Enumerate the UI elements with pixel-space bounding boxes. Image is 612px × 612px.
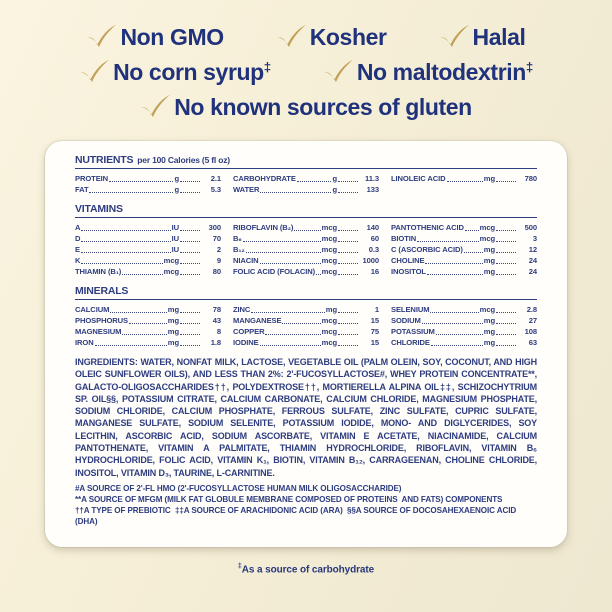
dotted-leader	[81, 241, 170, 242]
nutrient-unit: mg	[167, 305, 179, 314]
dotted-leader	[338, 323, 358, 324]
nutrients-title: NUTRIENTS	[75, 154, 134, 166]
nutrient-unit: mcg	[321, 267, 337, 276]
dotted-leader	[338, 252, 358, 253]
dotted-leader	[129, 323, 167, 324]
nutrient-row	[75, 255, 221, 266]
nutrient-value: 63	[528, 338, 537, 347]
nutrient-value: 500	[524, 223, 537, 232]
dotted-leader	[496, 334, 516, 335]
dotted-leader	[81, 252, 171, 253]
nutrient-row	[391, 337, 537, 348]
dotted-leader	[180, 274, 200, 275]
dotted-leader	[180, 241, 200, 242]
vitamins-table	[75, 222, 537, 277]
dotted-leader	[265, 334, 320, 335]
nutrient-label: ZINC	[233, 305, 251, 314]
nutrient-column	[391, 173, 537, 195]
minerals-header	[75, 285, 537, 300]
dotted-leader	[81, 230, 170, 231]
carbohydrate-footnote	[0, 563, 612, 575]
nutrient-value: 5.3	[210, 185, 221, 194]
nutrient-value: 2.8	[526, 305, 537, 314]
dotted-leader	[294, 230, 320, 231]
nutrient-column	[75, 222, 221, 277]
dotted-leader	[338, 241, 358, 242]
dotted-leader	[180, 230, 200, 231]
dotted-leader	[180, 334, 200, 335]
nutrient-value: 133	[366, 185, 379, 194]
nutrient-row	[233, 304, 379, 315]
check-icon	[86, 23, 117, 48]
nutrient-value: 15	[370, 316, 379, 325]
dotted-leader	[180, 263, 200, 264]
dotted-leader	[251, 312, 324, 313]
nutrient-label: CHOLINE	[391, 256, 425, 265]
dotted-leader	[496, 345, 516, 346]
nutrient-label: THIAMIN (B₁)	[75, 267, 122, 276]
nutrient-unit: IU	[171, 223, 179, 232]
nutrients-header	[75, 154, 537, 169]
nutrient-label: E	[75, 245, 80, 254]
vitamins-header	[75, 203, 537, 218]
nutrient-label: INOSITOL	[391, 267, 426, 276]
nutrient-unit: g	[174, 174, 179, 183]
nutrient-value: 43	[212, 316, 221, 325]
nutrient-value: 1000	[362, 256, 379, 265]
dotted-leader	[109, 181, 173, 182]
nutrient-row	[391, 244, 537, 255]
dotted-leader	[122, 334, 166, 335]
nutrient-value: 24	[528, 256, 537, 265]
nutrient-value: 0.3	[368, 245, 379, 254]
nutrient-unit: mcg	[163, 256, 179, 265]
check-icon	[323, 58, 354, 83]
nutrient-unit: mcg	[321, 256, 337, 265]
dotted-leader	[338, 312, 358, 313]
nutrient-unit: g	[332, 174, 337, 183]
footnote: ††A TYPE OF PREBIOTIC ‡‡A SOURCE OF ARACHIDONIC ACID (ARA) §§A SOURCE OF DOCOSAHEXAENOIC ACID (DHA)	[75, 505, 519, 526]
nutrient-unit: g	[332, 185, 337, 194]
nutrient-value: 11.3	[365, 174, 379, 183]
nutrient-row	[75, 266, 221, 277]
nutrient-row	[391, 255, 537, 266]
nutrient-value: 2	[216, 245, 221, 254]
dotted-leader	[95, 345, 167, 346]
nutrient-unit: mcg	[479, 234, 495, 243]
nutrient-unit: mcg	[479, 305, 495, 314]
nutrient-unit: IU	[171, 234, 179, 243]
nutrition-panel	[45, 141, 567, 547]
dotted-leader	[436, 334, 483, 335]
minerals-title: MINERALS	[75, 285, 129, 297]
nutrient-row	[233, 266, 379, 277]
nutrient-unit: mg	[167, 316, 179, 325]
dotted-leader	[122, 274, 162, 275]
badge-row	[140, 94, 472, 121]
dotted-leader	[431, 345, 483, 346]
nutrient-label: C (ASCORBIC ACID)	[391, 245, 463, 254]
nutrient-label: FAT	[75, 185, 89, 194]
nutrient-label: CALCIUM	[75, 305, 110, 314]
dotted-leader	[180, 181, 200, 182]
nutrient-label: NIACIN	[233, 256, 259, 265]
nutrient-row	[75, 244, 221, 255]
dotted-leader	[447, 181, 483, 182]
nutrient-unit: mg	[167, 327, 179, 336]
nutrient-unit: mcg	[321, 316, 337, 325]
nutrient-row	[233, 233, 379, 244]
nutrient-row	[391, 326, 537, 337]
dagger-mark: ‡	[263, 59, 271, 75]
nutrient-value: 15	[370, 338, 379, 347]
nutrient-row	[75, 222, 221, 233]
nutrient-row	[233, 173, 379, 184]
check-icon	[276, 23, 307, 48]
dotted-leader	[180, 323, 200, 324]
dotted-leader	[338, 192, 358, 193]
nutrient-value: 140	[366, 223, 379, 232]
nutrient-label: IRON	[75, 338, 94, 347]
nutrient-column	[391, 222, 537, 277]
dotted-leader	[260, 345, 321, 346]
dotted-leader	[180, 312, 200, 313]
check-icon	[140, 93, 171, 118]
nutrient-label: SODIUM	[391, 316, 421, 325]
nutrient-row	[391, 222, 537, 233]
carbohydrate-footnote-text: As a source of carbohydrate	[241, 564, 375, 576]
dotted-leader	[427, 274, 483, 275]
nutrient-value: 8	[216, 327, 221, 336]
nutrient-row	[75, 173, 221, 184]
nutrient-unit: mg	[325, 305, 337, 314]
dotted-leader	[464, 252, 483, 253]
dotted-leader	[422, 323, 483, 324]
nutrient-label: LINOLEIC ACID	[391, 174, 446, 183]
nutrient-label: PANTOTHENIC ACID	[391, 223, 464, 232]
vitamins-title: VITAMINS	[75, 203, 123, 215]
nutrient-unit: mcg	[321, 223, 337, 232]
nutrient-value: 24	[528, 267, 537, 276]
nutrient-row	[391, 266, 537, 277]
nutrient-label: COPPER	[233, 327, 265, 336]
nutrient-label: SELENIUM	[391, 305, 430, 314]
dotted-leader	[496, 263, 516, 264]
footnote: **A SOURCE OF MFGM (MILK FAT GLOBULE MEMBRANE COMPOSED OF PROTEINS AND FATS) COMPONENTS	[75, 494, 503, 504]
nutrient-unit: mcg	[163, 267, 179, 276]
claim-label: Halal	[472, 24, 526, 50]
claim-badge	[140, 94, 472, 121]
nutrient-value: 75	[370, 327, 379, 336]
claim-badge	[79, 59, 271, 86]
ingredients-heading: INGREDIENTS:	[75, 357, 138, 367]
claim-label: No known sources of gluten	[174, 94, 472, 120]
dotted-leader	[338, 181, 358, 182]
dotted-leader	[496, 241, 516, 242]
nutrient-unit: mg	[483, 327, 495, 336]
nutrient-value: 780	[524, 174, 537, 183]
nutrient-value: 78	[212, 305, 221, 314]
nutrient-unit: mcg	[321, 245, 337, 254]
nutrient-unit: mg	[167, 338, 179, 347]
nutrient-unit: mcg	[479, 223, 495, 232]
nutrient-row	[75, 337, 221, 348]
nutrient-value: 3	[532, 234, 537, 243]
nutrient-row	[75, 315, 221, 326]
dotted-leader	[338, 274, 358, 275]
nutrient-unit: IU	[171, 245, 179, 254]
claim-badges	[0, 0, 612, 121]
nutrients-table	[75, 173, 537, 195]
nutrient-unit: mcg	[321, 327, 337, 336]
nutrient-label: PHOSPHORUS	[75, 316, 129, 325]
nutrient-label: BIOTIN	[391, 234, 417, 243]
nutrient-label: CARBOHYDRATE	[233, 174, 296, 183]
dotted-leader	[338, 263, 358, 264]
nutrient-unit: mg	[483, 256, 495, 265]
nutrient-row	[233, 326, 379, 337]
dotted-leader	[316, 274, 321, 275]
check-icon	[79, 58, 110, 83]
nutrient-row	[391, 173, 537, 184]
claim-label: No maltodextrin‡	[356, 59, 533, 85]
nutrient-value: 1.8	[210, 338, 221, 347]
dotted-leader	[338, 345, 358, 346]
nutrients-subtitle: per 100 Calories (5 fl oz)	[137, 155, 230, 165]
nutrient-label: K	[75, 256, 81, 265]
nutrient-column	[391, 304, 537, 348]
dotted-leader	[496, 312, 516, 313]
dagger-mark: ‡	[525, 59, 533, 75]
nutrient-row	[391, 233, 537, 244]
nutrient-unit: mg	[483, 174, 495, 183]
nutrient-column	[233, 304, 379, 348]
dotted-leader	[180, 252, 200, 253]
nutrient-row	[233, 337, 379, 348]
dotted-leader	[297, 181, 332, 182]
claim-label: Non GMO	[120, 24, 224, 50]
nutrient-value: 1	[374, 305, 379, 314]
nutrient-row	[233, 255, 379, 266]
nutrient-row	[233, 184, 379, 195]
nutrient-label: CHLORIDE	[391, 338, 430, 347]
dotted-leader	[496, 230, 516, 231]
nutrient-label: RIBOFLAVIN (B₂)	[233, 223, 294, 232]
dotted-leader	[246, 252, 321, 253]
dotted-leader	[496, 252, 516, 253]
dotted-leader	[243, 241, 321, 242]
dotted-leader	[496, 181, 516, 182]
nutrient-row	[391, 315, 537, 326]
nutrient-column	[75, 173, 221, 195]
nutrient-label: MAGNESIUM	[75, 327, 122, 336]
claim-badge	[439, 24, 526, 51]
nutrient-row	[233, 315, 379, 326]
claim-badge	[86, 24, 223, 51]
nutrient-value: 60	[370, 234, 379, 243]
dotted-leader	[89, 192, 173, 193]
dotted-leader	[180, 192, 200, 193]
nutrient-row	[75, 304, 221, 315]
nutrient-value: 27	[528, 316, 537, 325]
dotted-leader	[180, 345, 200, 346]
nutrient-label: A	[75, 223, 81, 232]
dotted-leader	[496, 274, 516, 275]
dotted-leader	[425, 263, 482, 264]
nutrient-label: WATER	[233, 185, 260, 194]
dotted-leader	[338, 230, 358, 231]
dotted-leader	[260, 192, 331, 193]
nutrient-value: 300	[208, 223, 221, 232]
claim-badge	[276, 24, 387, 51]
dotted-leader	[465, 230, 479, 231]
nutrient-label: B₁₂	[233, 245, 245, 254]
dotted-leader	[81, 263, 162, 264]
claim-label: Kosher	[309, 24, 387, 50]
nutrient-label: B₆	[233, 234, 242, 243]
nutrient-row	[75, 184, 221, 195]
dotted-leader	[282, 323, 320, 324]
check-icon	[439, 23, 470, 48]
ingredients-paragraph	[75, 356, 537, 479]
ingredients-text: WATER, NONFAT MILK, LACTOSE, VEGETABLE OIL (PALM OLEIN, SOY, COCONUT, AND HIGH OLEIC SUNFLOWER OILS), AND LESS THAN 2%: 2'-FUCOSYLLACTOSE#, WHEY PROTEIN CONCENTRATE**, GALACTO-OLIGOSACCHARIDES††, POLYDEXTROSE††, MORTIERELLA ALPINA OIL‡‡, SCHIZOCHYTRIUM SP. OIL§§, POTASSIUM CITRATE, CALCIUM CARBONATE, CALCIUM CHLORIDE, MAGNESIUM PHOSPHATE, SODIUM CHLORIDE, CALCIUM PHOSPHATE, FERROUS SULFATE, ZINC SULFATE, CUPRIC SULFATE, MANGANESE SULFATE, SODIUM SELENITE, POTASSIUM IODIDE, MONO- AND DIGLYCERIDES, SOY LECITHIN, ASCORBIC ACID, SODIUM ASCORBATE, VITAMIN E ACETATE, NIACINAMIDE, CALCIUM PANTOTHENATE, VITAMIN A PALMITATE, THIAMIN HYDROCHLORIDE, RIBOFLAVIN, VITAMIN B₆ HYDROCHLORIDE, FOLIC ACID, VITAMIN K₁, BIOTIN, VITAMIN B₁₂, CARRAGEENAN, CHOLINE CHLORIDE, INOSITOL, VITAMIN D₃, TAURINE, L-CARNITINE.	[75, 357, 537, 478]
nutrient-unit: mg	[483, 316, 495, 325]
nutrient-unit: mg	[483, 245, 495, 254]
dotted-leader	[260, 263, 321, 264]
claim-label: No corn syrup‡	[113, 59, 271, 85]
nutrient-unit: mg	[483, 267, 495, 276]
dotted-leader	[338, 334, 358, 335]
minerals-table	[75, 304, 537, 348]
footnotes	[75, 483, 537, 527]
nutrient-unit: mcg	[321, 338, 337, 347]
nutrient-value: 108	[524, 327, 537, 336]
footnote: #A SOURCE OF 2'-FL HMO (2'-FUCOSYLLACTOSE HUMAN MILK OLIGOSACCHARIDE)	[75, 483, 402, 493]
dotted-leader	[417, 241, 479, 242]
nutrient-row	[391, 304, 537, 315]
nutrient-label: MANGANESE	[233, 316, 282, 325]
badge-row	[79, 59, 533, 86]
nutrient-value: 80	[212, 267, 221, 276]
nutrient-unit: mcg	[321, 234, 337, 243]
nutrient-row	[75, 233, 221, 244]
nutrient-label: FOLIC ACID (FOLACIN)	[233, 267, 316, 276]
nutrient-value: 70	[212, 234, 221, 243]
nutrient-unit: g	[174, 185, 179, 194]
nutrient-row	[233, 222, 379, 233]
nutrient-label: IODINE	[233, 338, 259, 347]
nutrient-label: PROTEIN	[75, 174, 109, 183]
nutrient-label: D	[75, 234, 81, 243]
nutrient-value: 12	[528, 245, 537, 254]
nutrient-row	[233, 244, 379, 255]
dotted-leader	[430, 312, 478, 313]
nutrient-column	[75, 304, 221, 348]
dagger-mark: ‡	[237, 563, 242, 570]
nutrient-label: POTASSIUM	[391, 327, 435, 336]
nutrient-value: 9	[216, 256, 221, 265]
nutrient-value: 2.1	[210, 174, 221, 183]
nutrient-column	[233, 173, 379, 195]
claim-badge	[323, 59, 533, 86]
dotted-leader	[110, 312, 166, 313]
nutrient-row	[75, 326, 221, 337]
nutrient-column	[233, 222, 379, 277]
dotted-leader	[496, 323, 516, 324]
nutrient-value: 16	[370, 267, 379, 276]
nutrient-unit: mg	[483, 338, 495, 347]
badge-row	[86, 24, 525, 51]
